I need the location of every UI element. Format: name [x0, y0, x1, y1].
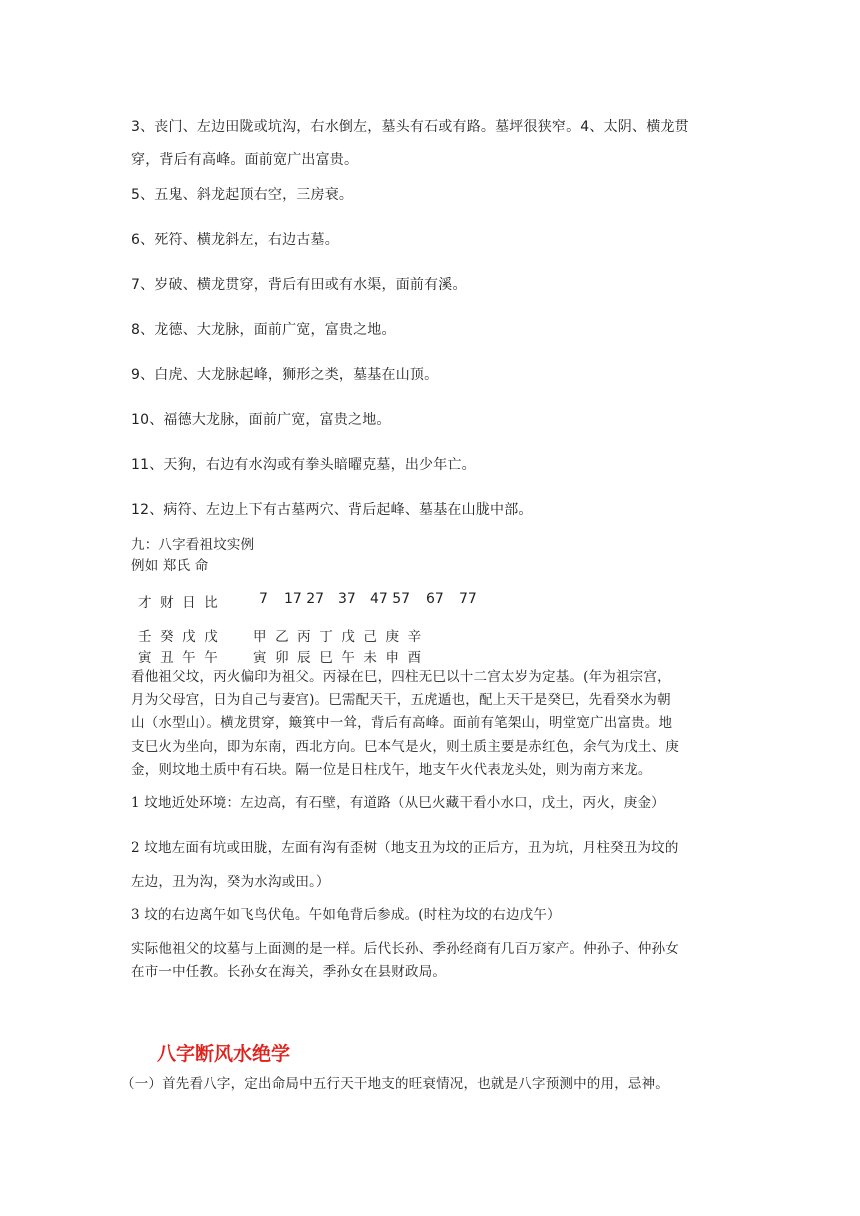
point-item-continuation: 左边，丑为沟，癸为水沟或田。） [131, 874, 330, 890]
list-item: 11、天狗，右边有水沟或有拳头暗曜克墓，出少年亡。 [131, 457, 476, 473]
list-item: 10、福德大龙脉，面前广宽，富贵之地。 [131, 412, 391, 428]
dayun-age-1: 17 27 [284, 591, 325, 607]
bazi-dizhi-row [138, 646, 838, 666]
section-title: 八字断风水绝学 [157, 1043, 291, 1065]
analysis-line: 金，则坟地土质中有石块。隔一位是日柱戊午，地支午火代表龙头处，则为南方来龙。 [131, 762, 652, 778]
bazi-shishen-row [138, 591, 838, 613]
bazi-tiangan-row [138, 625, 838, 645]
analysis-line: 月为父母宫，日为自己与妻宫)。巳需配天干，五虎遁也，配上天干是癸巳，先看癸水为朝 [131, 692, 671, 708]
list-item-continuation: 穿，背后有高峰。面前宽广出富贵。 [131, 152, 359, 168]
dayun-dizhi: 寅 卯 辰 巳 午 未 申 酉 [253, 650, 422, 666]
conclusion-line: 在市一中任教。长孙女在海关，季孙女在县财政局。 [131, 964, 447, 980]
point-item: 3 坟的右边离午如飞鸟伏龟。午如龟背后参成。(时柱为坟的右边戊午） [131, 907, 561, 923]
dayun-age-0: 7 [259, 591, 268, 607]
point-item: 1 坟地近处环境：左边高，有石壁，有道路（从巳火藏干看小水口，戊土，丙火，庚金） [131, 795, 665, 811]
dayun-age-2: 37 [338, 591, 356, 607]
dayun-age-4: 67 [426, 591, 444, 607]
list-item: 9、白虎、大龙脉起峰，狮形之类，墓基在山顶。 [131, 367, 439, 383]
list-item: 8、龙德、大龙脉，面前广宽，富贵之地。 [131, 322, 396, 338]
conclusion-line: 实际他祖父的坟墓与上面测的是一样。后代长孙、季孙经商有几百万家产。仲孙子、仲孙女 [131, 941, 679, 957]
analysis-line: 山（水型山）。横龙贯穿，簸箕中一耸，背后有高峰。面前有笔架山，明堂宽广出富贵。地 [131, 715, 673, 731]
list-item: 7、岁破、横龙贯穿，背后有田或有水渠，面前有溪。 [131, 277, 467, 293]
section-heading: 九：八字看祖坟实例 [131, 537, 255, 553]
tiangan-pillars: 壬 癸 戊 戊 [138, 629, 218, 645]
point-item: 2 坟地左面有坑或田胧，左面有沟有歪树（地支丑为坟的正后方，丑为坑，月柱癸丑为坟的 [131, 840, 679, 856]
dayun-tiangan: 甲 乙 丙 丁 戊 己 庚 辛 [253, 629, 422, 645]
analysis-line: 看他祖父坟，丙火偏印为祖父。丙禄在巳，四柱无巳以十二宫太岁为定基。(年为祖宗宫， [131, 669, 671, 685]
list-item: 6、死符、横龙斜左，右边古墓。 [131, 232, 339, 248]
example-line: 例如 郑氏 命 [131, 558, 209, 574]
dayun-age-5: 77 [459, 591, 477, 607]
dizhi-pillars: 寅 丑 午 午 [138, 650, 218, 666]
dayun-age-3: 47 57 [370, 591, 411, 607]
list-item: 5、五鬼、斜龙起顶右空，三房衰。 [131, 187, 354, 203]
list-item: 12、病符、左边上下有古墓两穴、背后起峰、墓基在山胧中部。 [131, 502, 533, 518]
shishen-labels: 才 财 日 比 [138, 595, 218, 611]
list-item: 3、丧门、左边田陇或坑沟，右水倒左，墓头有石或有路。墓坪很狭窄。4、太阴、横龙贯 [131, 119, 689, 135]
analysis-line: 支巳火为坐向，即为东南，西北方向。巳本气是火，则土质主要是赤红色，余气为戊土、庚 [131, 739, 679, 755]
intro-line: （一）首先看八字，定出命局中五行天干地支的旺衰情况，也就是八字预测中的用，忌神。 [121, 1076, 669, 1092]
